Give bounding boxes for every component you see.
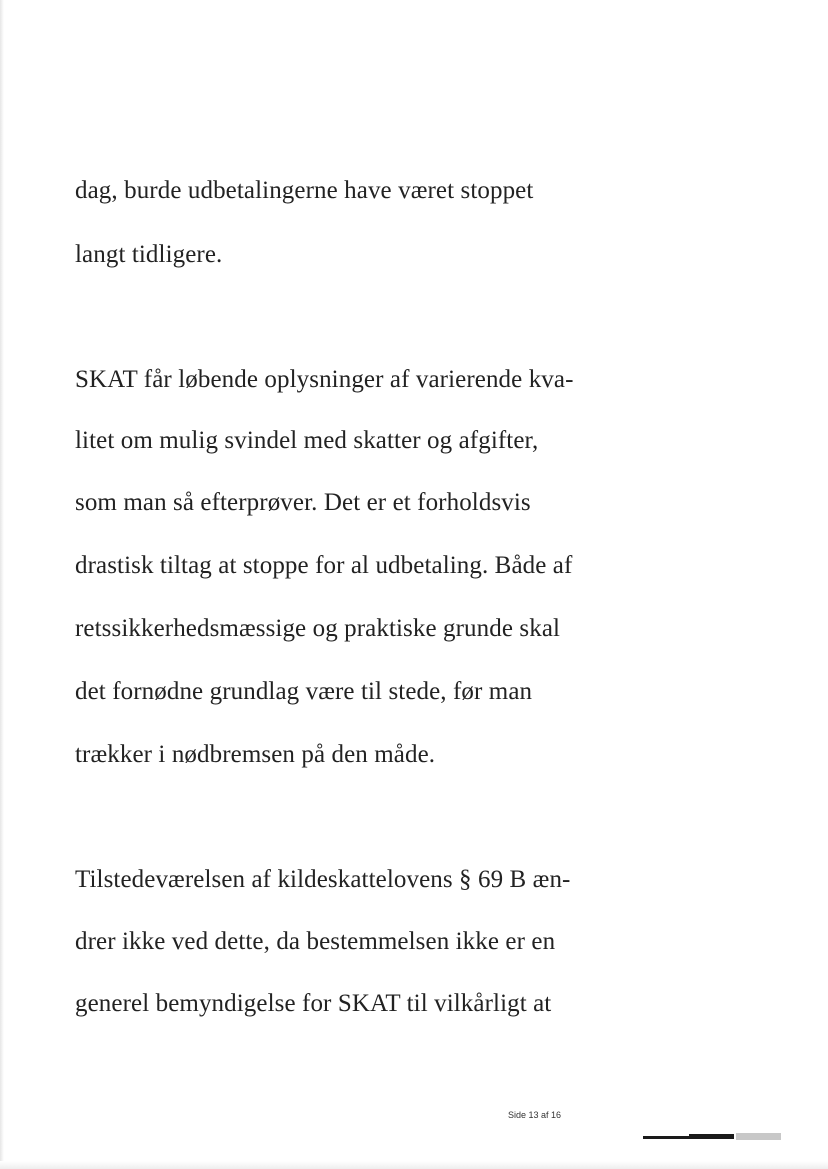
text-line-9: trækker i nødbremsen på den måde. xyxy=(75,741,436,768)
scan-bottom-edge xyxy=(0,1161,828,1169)
page-number: Side 13 af 16 xyxy=(508,1110,562,1120)
footer-rule-dark xyxy=(643,1136,689,1139)
text-line-5: som man så efterprøver. Det er et forholdsvis xyxy=(75,489,531,516)
footer-rule-dark-thick xyxy=(689,1134,734,1139)
text-line-4: litet om mulig svindel med skatter og afgifter, xyxy=(75,427,539,454)
text-line-11: drer ikke ved dette, da bestemmelsen ikke er en xyxy=(75,928,556,955)
text-line-8: det fornødne grundlag være til stede, før man xyxy=(75,678,533,705)
text-line-1: dag, burde udbetalingerne have været stoppet xyxy=(75,177,534,204)
text-line-12: generel bemyndigelse for SKAT til vilkårligt at xyxy=(75,990,552,1017)
text-line-10: Tilstedeværelsen af kildeskattelovens § 69 B æn- xyxy=(75,866,571,893)
text-line-2: langt tidligere. xyxy=(75,241,223,268)
text-line-6: drastisk tiltag at stoppe for al udbetaling. Både af xyxy=(75,552,573,579)
footer-rule-light xyxy=(736,1133,781,1140)
text-line-7: retssikkerhedsmæssige og praktiske grunde skal xyxy=(75,615,561,642)
scan-edge xyxy=(0,0,4,1169)
text-line-3: SKAT får løbende oplysninger af varierende kva- xyxy=(75,366,574,393)
